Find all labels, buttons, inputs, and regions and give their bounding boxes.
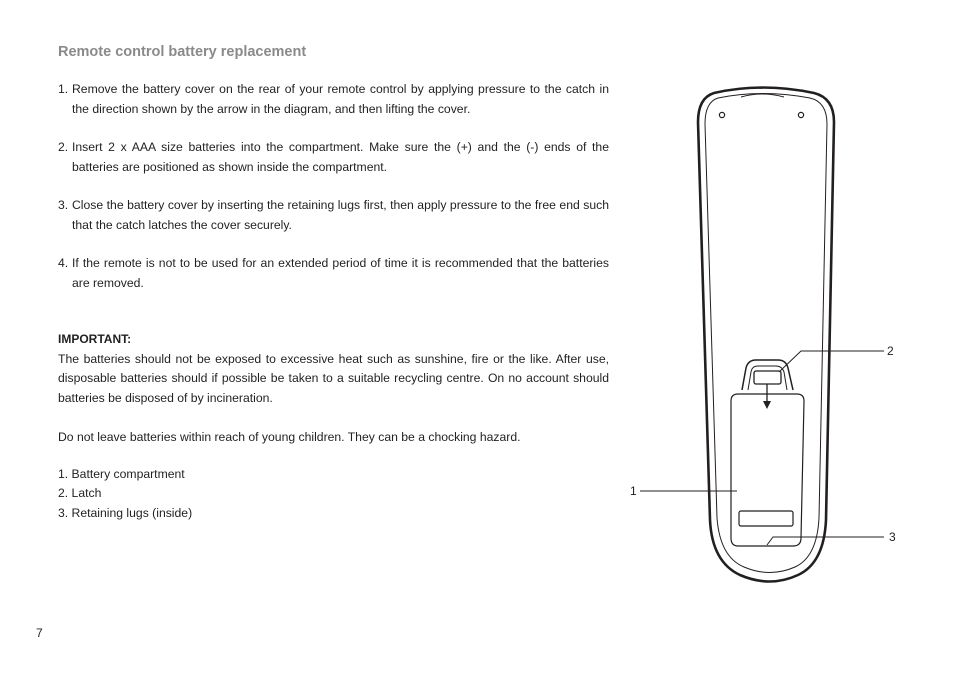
legend-item-battery-compartment: 1. Battery compartment — [58, 467, 185, 481]
legend-item-retaining-lugs: 3. Retaining lugs (inside) — [58, 505, 193, 520]
step-text: Insert 2 x AAA size batteries into the compartment. Make sure the (+) and the (-) ends of the batteries are positioned as shown inside the compartment. — [72, 140, 609, 174]
step-number: 1. — [58, 82, 69, 96]
callout-label-3: 3 — [889, 530, 896, 544]
cover-label-plate — [739, 511, 793, 526]
callout-label-1: 1 — [630, 484, 637, 498]
step-text: If the remote is not to be used for an extended period of time it is recommended that the batteries are removed. — [72, 256, 609, 290]
important-title: IMPORTANT: — [58, 332, 132, 346]
step-text: Remove the battery cover on the rear of your remote control by applying pressure to the catch in the direction shown by the arrow in the diagram, and then lifting the cover. — [72, 82, 609, 116]
step-number: 2. — [58, 140, 69, 154]
screw-hole-right — [798, 112, 803, 117]
section-heading: Remote control battery replacement — [58, 44, 307, 60]
legend-item-latch: 2. Latch — [58, 486, 102, 501]
battery-safety-paragraph: The batteries should not be exposed to excessive heat such as sunshine, fire or the like. After use, disposable batteries should if possible be taken to a suitable recycling centre. On no account should batteries be disposed of by incineration. — [58, 352, 609, 405]
screw-hole-left — [719, 112, 724, 117]
latch-icon — [754, 371, 781, 384]
step-text: Close the battery cover by inserting the retaining lugs first, then apply pressure to the free end such that the catch latches the cover securely. — [72, 198, 609, 232]
leader-line-2 — [779, 351, 884, 372]
step-number: 4. — [58, 256, 69, 270]
step-number: 3. — [58, 198, 69, 212]
child-safety-paragraph: Do not leave batteries within reach of young children. They can be a chocking hazard. — [58, 430, 521, 444]
callout-label-2: 2 — [887, 344, 894, 358]
page-number: 7 — [36, 626, 43, 640]
